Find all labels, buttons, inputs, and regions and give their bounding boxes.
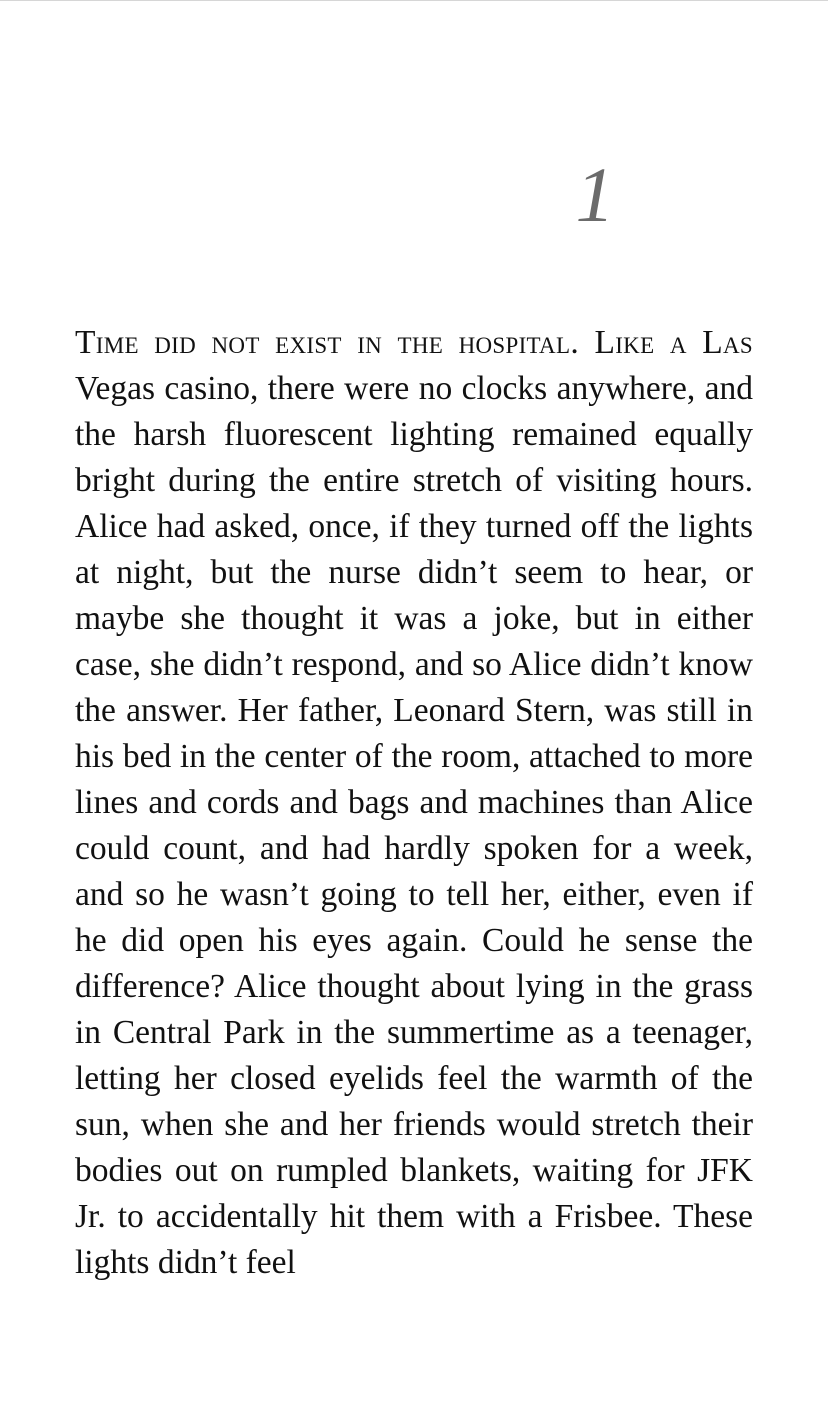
top-divider xyxy=(0,0,828,1)
chapter-lead-in: Time did not exist in the hospital. Like a Las xyxy=(75,324,753,361)
chapter-paragraph: Vegas casino, there were no clocks anywhere, and the harsh fluorescent lighting remained equally bright during the entire stretch of visiting hours. Alice had asked, once, if they turned off the lights at night, but the nurse didn’t seem to hear, or maybe she thought it was a joke, but in either case, she didn’t respond, and so Alice didn’t know the answer. Her father, Leonard Stern, was still in his bed in the center of the room, attached to more lines and cords and bags and machines than Alice could count, and had hardly spoken for a week, and so he wasn’t going to tell her, either, even if he did open his eyes again. Could he sense the difference? Alice thought about lying in the grass in Central Park in the summertime as a teenager, letting her closed eyelids feel the warmth of the sun, when she and her friends would stretch their bodies out on rumpled blankets, waiting for JFK Jr. to accidentally hit them with a Frisbee. These lights didn’t feel xyxy=(75,370,753,1281)
chapter-body-text xyxy=(75,320,753,1286)
chapter-number: 1 xyxy=(575,151,615,238)
